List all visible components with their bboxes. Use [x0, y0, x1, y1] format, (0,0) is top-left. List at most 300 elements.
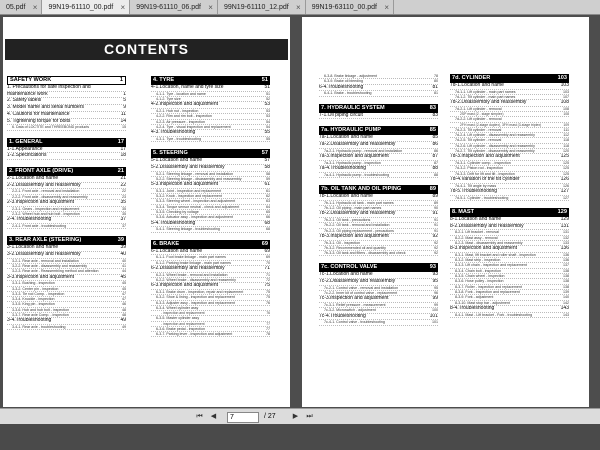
entry-page: 77	[266, 326, 270, 331]
entry-page: 71	[266, 272, 270, 277]
entry-page: 21	[120, 175, 126, 181]
entry-page: 87	[432, 154, 438, 159]
entry-title: 7-1.Oil piping circuit	[319, 112, 363, 118]
toc-entry[interactable]	[7, 85, 126, 92]
toc-entry[interactable]	[7, 92, 126, 99]
tab-bar	[0, 0, 600, 15]
entry-page: 111	[563, 127, 569, 132]
entry-title: 7a-3.Inspection and adjustment	[319, 154, 389, 159]
entry-page: 103	[560, 83, 569, 88]
tab-label: 99N19-61110_00.pdf	[48, 4, 114, 11]
toc-entry[interactable]	[7, 119, 126, 126]
toc-section-header[interactable]	[151, 149, 270, 158]
toc-section-header[interactable]	[7, 76, 126, 85]
toc-entry[interactable]	[7, 217, 126, 224]
toc-entry[interactable]	[450, 246, 569, 253]
toc-entry[interactable]	[7, 200, 126, 207]
toc-entry[interactable]	[151, 182, 270, 189]
toc-section	[7, 76, 126, 131]
entry-title: 1. Precautions for safe inspection and	[7, 85, 91, 90]
entry-page: 143	[560, 305, 569, 311]
entry-title: 4-2.Inspection and adjustment	[151, 102, 218, 108]
entry-title: 7a-1.Location and name	[319, 135, 373, 141]
entry-page: 91	[434, 223, 438, 228]
entry-page: 131	[560, 223, 569, 229]
entry-page: 109	[563, 122, 569, 127]
tab-label: 99N19-61110_06.pdf	[136, 4, 201, 11]
entry-page: 64	[266, 204, 270, 209]
toc-entry[interactable]	[151, 158, 270, 165]
toc-section-header[interactable]	[450, 208, 569, 217]
entry-title: 8-3-2. Mast strip - inspection	[455, 258, 501, 263]
entry-title: 4-1-2. Tyre size	[156, 97, 181, 101]
entry-title: 8-4.Troubleshooting	[450, 305, 495, 311]
entry-page: 77	[266, 321, 270, 326]
entry-page: 55	[266, 136, 270, 141]
entry-title: 7d-2-6. Lift cylinder - disassembly and reassembly	[455, 143, 535, 148]
toc-entry[interactable]	[319, 135, 438, 142]
entry-page: 136	[563, 252, 569, 257]
entry-title: 3-2-1. Rear axle - removal and installation	[12, 258, 79, 263]
entry-title: 7d-4.Variation of the tilt cylinder	[450, 176, 520, 182]
toc-entry[interactable]	[450, 177, 569, 184]
toc-entry[interactable]	[7, 275, 126, 282]
entry-page: 142	[563, 300, 569, 305]
entry-page: 138	[563, 274, 569, 279]
entry-page: 90	[434, 206, 438, 210]
tab-1[interactable]	[42, 0, 130, 14]
entry-page: 101	[429, 313, 438, 319]
entry-title: 3-2-2. Rear axle - disassembly and reassembly	[12, 263, 88, 268]
entry-title: 6-1.Location and name	[151, 248, 203, 254]
entry-title: 8-3-5. Chain wheel - inspection	[455, 274, 505, 279]
entry-title: 8-2-2. Mast assy - removal	[455, 235, 498, 240]
entry-page: 88	[432, 166, 438, 171]
entry-page: 120	[563, 148, 569, 153]
prev-page-icon[interactable]: ◀	[210, 413, 217, 420]
section-page: 129	[557, 208, 567, 215]
toc-entry[interactable]	[319, 296, 438, 303]
close-icon[interactable]: ×	[32, 3, 38, 12]
entry-page: 136	[560, 246, 569, 252]
entry-page: 66	[266, 215, 270, 220]
entry-title: 7d-2-7. Tilt cylinder - disassembly and reassembly	[455, 148, 535, 153]
entry-title: 7b-1-1. Hydraulic oil tank - main part names	[324, 200, 394, 205]
toc-section-header[interactable]	[450, 74, 569, 83]
entry-page: 71	[264, 265, 270, 271]
toc-entry[interactable]	[7, 252, 126, 259]
entry-page	[268, 306, 270, 310]
entry-title: 7d-5-1. Cylinder - troubleshooting	[455, 195, 509, 200]
toc-entry[interactable]	[7, 147, 126, 154]
entry-page: 85	[432, 135, 438, 141]
toc-entry[interactable]	[319, 251, 438, 256]
toc-entry[interactable]	[450, 217, 569, 224]
entry-title: 3-3.Inspection and adjustment	[7, 274, 74, 280]
entry-page: 91	[434, 228, 438, 233]
toc-entry[interactable]	[7, 325, 126, 330]
toc-entry[interactable]	[151, 266, 270, 273]
entry-page: 95	[434, 285, 438, 290]
toc-section-header[interactable]	[319, 104, 438, 113]
entry-title: 7d-2-3. Tilt cylinder - removal	[455, 127, 502, 132]
entry-title: 6-2-1. Wheel brake - removal and installation	[156, 272, 228, 277]
entry-page: 92	[434, 251, 438, 256]
entry-page: 69	[264, 248, 270, 254]
entry-page: 108	[563, 107, 569, 111]
toc-column-3	[319, 74, 438, 333]
toc-entry[interactable]	[7, 176, 126, 183]
entry-title: 7c-2-1. Control valve - removal and installation	[324, 285, 399, 290]
entry-page: 11	[120, 111, 126, 117]
section-page: 51	[261, 77, 268, 83]
entry-page: 48	[122, 313, 126, 317]
toc-entry[interactable]	[319, 194, 438, 201]
toc-entry[interactable]	[7, 224, 126, 229]
toc-column-2	[151, 76, 270, 344]
entry-page: 96	[434, 291, 438, 296]
entry-title: 6-3.Inspection and adjustment	[151, 283, 218, 289]
entry-title: 6-2-2. Wheel brake - disassembly and reassembly	[156, 277, 236, 282]
toc-entry[interactable]	[319, 314, 438, 321]
toc-entry[interactable]	[151, 249, 270, 256]
tab-3[interactable]	[218, 0, 306, 14]
entry-page: 41	[122, 263, 126, 268]
entry-page: 76	[266, 311, 270, 316]
entry-page: 127	[563, 195, 569, 200]
tab-label: 05.pdf	[6, 4, 26, 11]
entry-page: 88	[434, 172, 438, 177]
tab-4[interactable]	[306, 0, 394, 14]
entry-page: 89	[432, 194, 438, 199]
toc-section-header[interactable]	[151, 76, 270, 85]
toc-entry[interactable]	[151, 227, 270, 232]
entry-page: 138	[563, 284, 569, 289]
toc-entry[interactable]	[319, 320, 438, 325]
entry-page: 45	[120, 274, 126, 280]
entry-page: 40	[122, 258, 126, 263]
entry-page: 9	[123, 105, 126, 111]
entry-title: 7d-5.Troubleshooting	[450, 188, 498, 194]
entry-page: 103	[563, 89, 569, 94]
entry-page: 5	[123, 98, 126, 104]
entry-page: 22	[120, 182, 126, 188]
toc-entry[interactable]	[151, 102, 270, 109]
next-page-icon[interactable]: ▶	[292, 413, 299, 420]
entry-title: 5-3.Inspection and adjustment	[151, 182, 218, 188]
entry-title: 6-3-2. Shoe & lining - inspection and replacement	[156, 295, 235, 300]
toc-entry[interactable]	[7, 125, 126, 130]
entry-page: 126	[560, 176, 569, 182]
section-title: 7c. CONTROL VALVE	[321, 264, 378, 271]
entry-page	[268, 316, 270, 320]
entry-page: 118	[563, 138, 569, 143]
entry-page: 92	[432, 233, 438, 239]
entry-page: 118	[563, 143, 569, 148]
entry-title: 3-2-3. Rear axle - Reassembling method and attention	[12, 269, 99, 274]
section-page: 89	[429, 186, 436, 192]
entry-title: 2-1.Location and name	[7, 175, 59, 181]
toc-section-header[interactable]	[319, 185, 438, 194]
entry-title: 1-2.Specifications	[7, 153, 47, 159]
entry-page: 61	[266, 188, 270, 193]
close-icon[interactable]: ×	[208, 3, 213, 12]
entry-title: 7b-2-2. Oil tank - removal and installation	[324, 223, 390, 228]
entry-page: 138	[563, 279, 569, 284]
entry-title: 6-3-5. Master cylinder assy	[156, 316, 200, 321]
close-icon[interactable]: ×	[384, 3, 389, 12]
section-title: 7a. HYDRAULIC PUMP	[321, 127, 381, 134]
entry-title: 7b-3.Inspection and adjustment	[319, 233, 389, 239]
toc-section-header[interactable]	[7, 167, 126, 176]
page-total: / 27	[264, 413, 276, 420]
entry-title: 7b-3-3. Oil tank and filters - disassembly and check	[324, 251, 406, 256]
entry-page: 22	[122, 189, 126, 194]
section-page: 83	[429, 104, 436, 111]
entry-title: 6-3-3. Adjuster assy - inspection and replacement	[156, 300, 235, 305]
entry-page: 53	[264, 102, 270, 108]
entry-title: 2SP mast (2 - stage simplex)	[460, 112, 504, 117]
entry-page: 72	[266, 277, 270, 282]
toc-entry[interactable]	[7, 318, 126, 325]
entry-page: 75	[264, 283, 270, 289]
entry-title: 7d-3-1. Cylinder comp. - inspection	[455, 160, 511, 165]
toc-section	[7, 167, 126, 229]
first-page-icon[interactable]: ⏮	[196, 413, 203, 420]
entry-page: 47	[122, 297, 126, 302]
entry-title: 5-3-3. Steering wheel - inspection and adjustment	[156, 199, 236, 204]
entry-title: 6-3-6. Brake pedal - inspection	[156, 326, 205, 331]
entry-page: 129	[560, 216, 569, 222]
entry-page: 39	[120, 245, 126, 251]
entry-page: 57	[264, 158, 270, 164]
entry-page: 23	[122, 194, 126, 199]
toc-section-header[interactable]	[151, 240, 270, 249]
entry-title: 7c-1.Location and name	[319, 272, 373, 278]
toc-entry[interactable]	[450, 83, 569, 90]
entry-title: 3-2.Disassembly and reassembly	[7, 251, 81, 257]
entry-title: 7b-1-2. Oil piping - main part names	[324, 206, 382, 210]
toc-entry[interactable]	[151, 130, 270, 137]
entry-title: 4-2-2. Rim and rim bolt - inspection	[156, 114, 212, 119]
entry-title: 8-3-10. Mast stop bar - adjustment	[455, 300, 510, 305]
entry-page: 63	[266, 199, 270, 204]
entry-title: 7d-1-1. Lift cylinder - main part names	[455, 89, 516, 94]
toc-column-1	[7, 76, 126, 337]
close-icon[interactable]: ×	[296, 3, 301, 12]
page-title: CONTENTS	[5, 39, 288, 60]
tab-2[interactable]	[130, 0, 218, 14]
toc-entry[interactable]	[450, 313, 569, 318]
entry-page: 59	[266, 176, 270, 181]
entry-title: 7b-3-2. Recommended oil and quantity	[324, 245, 386, 250]
entry-page: 35	[122, 211, 126, 216]
section-title: 7b. OIL TANK AND OIL PIPING	[321, 186, 402, 192]
entry-title: 6-2.Disassembly and reassembly	[151, 265, 225, 271]
toc-entry[interactable]	[319, 91, 438, 96]
entry-page: 45	[122, 281, 126, 286]
section-page: 1	[119, 77, 123, 83]
toc-section	[319, 263, 438, 325]
entry-page: 92	[434, 240, 438, 245]
entry-title: 4-3-1. Tyre - troubleshooting	[156, 136, 202, 141]
toc-entry[interactable]	[151, 283, 270, 290]
entry-page: 48	[122, 307, 126, 312]
entry-title: 8-1.Location and name	[450, 216, 502, 222]
page-number-input[interactable]	[227, 412, 259, 423]
section-title: 3. REAR AXLE (STEERING)	[9, 237, 82, 244]
entry-title: 5-2-2. Steering linkage - disassembly and reassembly	[156, 176, 242, 181]
toc-entry[interactable]	[151, 137, 270, 142]
entry-page: 68	[266, 227, 270, 232]
entry-page: 139	[563, 289, 569, 294]
toc-entry[interactable]	[319, 211, 438, 218]
entry-page: 51	[266, 91, 270, 96]
tab-label: 99N19-61110_12.pdf	[223, 4, 289, 11]
entry-title: 8-3.Inspection and adjustment	[450, 246, 517, 252]
last-page-icon[interactable]: ⏭	[306, 413, 313, 420]
entry-title: 7c-4.Troubleshooting	[319, 313, 366, 319]
toc-entry[interactable]	[319, 234, 438, 241]
toc-section-header[interactable]	[319, 263, 438, 272]
section-title: 6. BRAKE	[153, 240, 180, 247]
entry-title: 7d-4-1. Tilt angle by mass	[455, 183, 497, 188]
entry-title: 2-4.Troubleshooting	[7, 217, 52, 223]
toc-section-header[interactable]	[319, 126, 438, 135]
toc-entry[interactable]	[450, 306, 569, 313]
entry-title: 8-3-7. Roller - inspection and replacement	[455, 284, 522, 289]
section-page: 85	[429, 127, 436, 134]
toc-entry[interactable]	[151, 85, 270, 92]
toc-entry[interactable]	[319, 173, 438, 178]
entry-title: 4-1-1. Tyre - location and name	[156, 91, 206, 96]
entry-page: 53	[266, 109, 270, 113]
entry-page: 65	[266, 210, 270, 215]
toc-entry[interactable]	[7, 105, 126, 112]
entry-page: 51	[264, 85, 270, 90]
entry-page: 58	[266, 171, 270, 176]
toc-section	[319, 74, 438, 97]
toc-entry[interactable]	[7, 153, 126, 160]
entry-title: 4-2-3. Air pressure - inspection	[156, 119, 205, 124]
toc-entry[interactable]	[450, 189, 569, 196]
entry-title: 4-2-1. Hub nut - inspection	[156, 109, 199, 113]
entry-title: 2FH mast (2-stage duplex), 3FH mast (3-stage triplex)	[460, 122, 542, 127]
entry-title: 2-2-2. Front axle - disassembly and reassembly	[12, 194, 88, 199]
entry-page: 14	[120, 118, 126, 124]
entry-title: 8-3-4. Chain bolt - inspection	[455, 268, 501, 273]
toc-entry[interactable]	[319, 279, 438, 286]
entry-title: 4-3.Troubleshooting	[151, 130, 196, 136]
toc-entry[interactable]	[151, 221, 270, 228]
section-title: 1. GENERAL	[9, 138, 43, 145]
entry-title: 7d-2.Disassembly and reassembly	[450, 100, 527, 106]
toc-entry[interactable]	[450, 100, 569, 107]
toc-entry[interactable]	[151, 165, 270, 172]
entry-title: 5-4-1. Steering linkage - troubleshooting	[156, 227, 220, 232]
entry-title: 7d-2-1. Lift cylinder - removal	[455, 107, 502, 111]
entry-page: 99	[434, 303, 438, 308]
entry-title: 7d-2-2. Lift cylinder - removal	[455, 117, 502, 122]
entry-title: 3-4-1. Rear axle - troubleshooting	[12, 325, 66, 329]
toc-entry[interactable]	[7, 245, 126, 252]
toc-entry[interactable]	[319, 113, 438, 120]
entry-page: 75	[266, 289, 270, 294]
entry-title: 6. Data of LOCTITE and THREEBOND products	[12, 125, 90, 130]
entry-title: 8-2-3. Mast - disassembly and reassembly	[455, 240, 523, 245]
toc-entry[interactable]	[450, 196, 569, 201]
entry-page: 125	[560, 154, 569, 160]
entry-page: 53	[266, 114, 270, 119]
toc-entry[interactable]	[450, 154, 569, 161]
entry-title: 5-1.Location and name	[151, 158, 203, 164]
entry-title: 7d-3-2. Piston rod - inspection	[455, 166, 503, 171]
entry-page: 108	[563, 112, 569, 117]
toc-entry[interactable]	[319, 85, 438, 92]
entry-title: 8-3-9. Fork - adjustment	[455, 295, 494, 300]
entry-title: 6-1-2. Parking brake linkage - main part names	[156, 260, 231, 265]
entry-page: 132	[563, 235, 569, 240]
entry-title: 7a-2.Disassembly and reassembly	[319, 142, 396, 147]
entry-title: 5-2-1. Steering linkage - removal and installation	[156, 171, 234, 176]
toc-entry[interactable]	[7, 183, 126, 190]
toc-entry[interactable]	[151, 332, 270, 337]
entry-page: 54	[266, 119, 270, 124]
entry-title: 5-3-4. Torque sensor neutral - check and adjustment	[156, 204, 240, 209]
entry-page: 44	[122, 269, 126, 274]
entry-title: 5-3-1. Joint - inspection and replacement	[156, 188, 222, 193]
entry-title: 4-1.Location, name and tyre size	[151, 85, 224, 90]
document-viewer[interactable]	[0, 15, 600, 408]
entry-page: 78	[434, 74, 438, 78]
entry-page: 92	[434, 245, 438, 250]
toc-entry[interactable]	[319, 272, 438, 279]
entry-title: 3-3-2. Center pin - inspection	[12, 286, 59, 291]
entry-title: 8-2.Disassembly and reassembly	[450, 223, 524, 229]
toc-entry[interactable]	[319, 166, 438, 173]
section-page: 93	[429, 264, 436, 271]
toc-entry[interactable]	[319, 142, 438, 149]
entry-page: 86	[434, 148, 438, 153]
toc-entry[interactable]	[7, 98, 126, 105]
toc-section-header[interactable]	[7, 138, 126, 147]
toc-section-header[interactable]	[7, 236, 126, 245]
entry-page: 35	[122, 206, 126, 211]
entry-page: 125	[563, 166, 569, 171]
entry-page: 55	[264, 130, 270, 136]
toc-entry[interactable]	[450, 224, 569, 231]
entry-page: 15	[122, 125, 126, 130]
entry-title: 7c-3-1. Relief pressure - measurement	[324, 303, 386, 308]
entry-title: 2-2-1. Front axle - removal and installation	[12, 189, 80, 194]
toc-entry[interactable]	[7, 112, 126, 119]
tab-0[interactable]	[0, 0, 42, 14]
section-title: SAFETY WORK	[10, 77, 52, 83]
entry-page: 127	[560, 188, 569, 194]
entry-page: 125	[563, 171, 569, 176]
entry-page: 17	[120, 146, 126, 152]
entry-title: 7c-2-2. Inner kit of control valve - replacement	[324, 291, 398, 296]
entry-title: 3-3-3. Tie rod Comp. - inspection	[12, 291, 65, 296]
entry-title: 2-3.Inspection and adjustment	[7, 199, 74, 205]
section-page: 21	[117, 167, 124, 174]
close-icon[interactable]: ×	[120, 3, 126, 12]
entry-title: 8-3-1. Mast, lift bracket and roller shaft - inspection	[455, 252, 536, 257]
toc-section	[319, 185, 438, 256]
entry-title: 3. Model name and serial numbers	[7, 105, 84, 111]
entry-title: 3-3-1. Bushing - inspection	[12, 281, 55, 286]
toc-entry[interactable]	[319, 154, 438, 161]
